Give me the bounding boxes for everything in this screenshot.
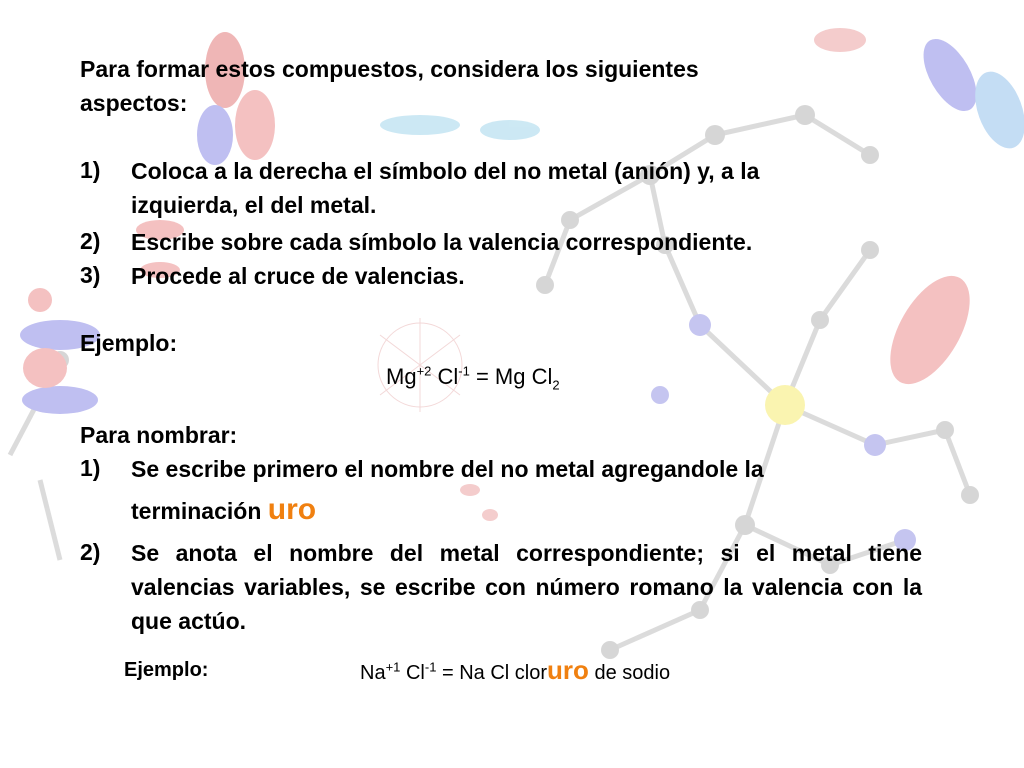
rule-1-line-2 [131, 493, 316, 528]
formula-cl-2-valence: -1 [424, 659, 437, 675]
formula-result: = Mg Cl [469, 364, 553, 389]
example-2-label: Ejemplo: [124, 659, 209, 681]
step-1-line-2: izquierda, el del metal. [131, 192, 377, 218]
step-3: Procede al cruce de valencias. [131, 263, 465, 289]
formula-result-2: = Na Cl clor [436, 662, 548, 684]
rule-2-text: Se anota el nombre del metal correspondiente; si el metal tiene valencias variables, se escribe con número romano la valencia con la que actúo. [131, 540, 922, 634]
example-2 [124, 653, 208, 687]
uro-suffix-2: uro [547, 655, 589, 685]
formula-na-valence: +1 [385, 659, 401, 675]
formula-mg: Mg [386, 364, 417, 389]
step-number-3: 3) [80, 262, 101, 288]
rule-number-1: 1) [80, 455, 101, 481]
step-number-1: 1) [80, 157, 101, 183]
uro-suffix: uro [267, 493, 317, 526]
formula-cl: Cl [431, 364, 459, 389]
intro-line-1: Para formar estos compuestos, considera los siguientes [80, 56, 699, 82]
step-2: Escribe sobre cada símbolo la valencia correspondiente. [131, 229, 753, 255]
intro-text [80, 52, 699, 120]
step-1-line-1: Coloca a la derecha el símbolo del no metal (anión) y, a la [131, 158, 760, 184]
rule-1-line-1: Se escribe primero el nombre del no metal agregandole la [131, 456, 764, 482]
intro-line-2: aspectos: [80, 90, 188, 116]
formula-mg-valence: +2 [416, 363, 432, 379]
formula-cl-2: Cl [400, 662, 425, 684]
formula-na: Na [360, 662, 386, 684]
example-2-formula [360, 653, 670, 690]
rule-number-2: 2) [80, 539, 101, 565]
naming-heading: Para nombrar: [80, 422, 238, 448]
example-1-formula [386, 360, 560, 394]
formula-cl-valence: -1 [458, 363, 470, 379]
step-1 [131, 154, 759, 222]
formula-subscript: 2 [552, 377, 560, 393]
formula-tail: de sodio [588, 662, 671, 684]
step-number-2: 2) [80, 228, 101, 254]
example-1-label: Ejemplo: [80, 330, 178, 356]
rule-1-termination: terminación [131, 498, 262, 524]
